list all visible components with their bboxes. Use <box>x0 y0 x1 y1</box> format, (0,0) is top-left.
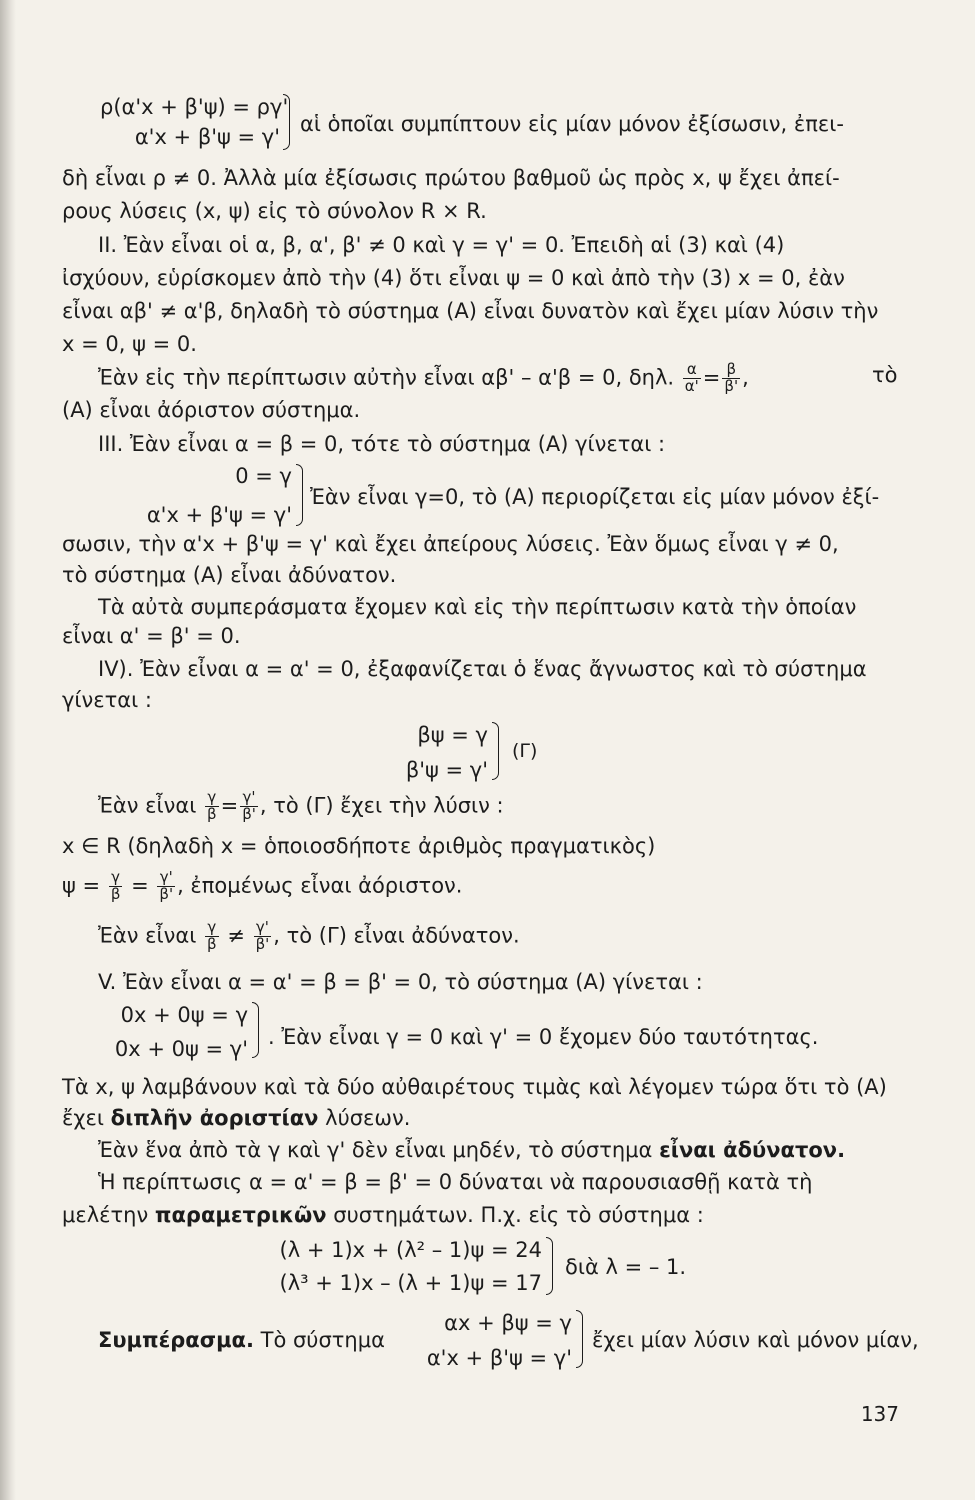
text-line: II. Ἐὰν εἶναι οἱ α, β, α', β' ≠ 0 καὶ γ = γ' = 0. Ἐπειδὴ αἱ (3) καὶ (4) <box>98 233 785 257</box>
brace <box>492 722 499 780</box>
den: β' <box>159 884 174 903</box>
text: λύσεων. <box>325 1106 411 1130</box>
fraction <box>205 790 219 823</box>
text-line: Τὰ αὐτὰ συμπεράσματα ἔχομεν καὶ εἰς τὴν περίπτωσιν κατὰ τὴν ὁποίαν <box>98 595 857 619</box>
text-line: V. Ἐὰν εἶναι α = α' = β = β' = 0, τὸ σύστημα (Α) γίνεται : <box>98 970 703 994</box>
emphasis: παραμετρικῶν <box>154 1203 327 1227</box>
num: γ <box>205 790 219 807</box>
text-line: εἶναι α' = β' = 0. <box>62 624 241 648</box>
text-line: διὰ λ = – 1. <box>565 1255 687 1279</box>
fraction <box>205 920 219 953</box>
text-line: γίνεται : <box>62 688 152 712</box>
text-line: τὸ <box>872 363 898 387</box>
eq-line: 0 = γ <box>235 464 292 488</box>
text-line: x = 0, ψ = 0. <box>62 332 197 356</box>
text: ψ = <box>62 873 101 898</box>
text-line: (Α) εἶναι ἀόριστον σύστημα. <box>62 398 361 422</box>
num: β <box>722 362 740 379</box>
text-line <box>62 1108 410 1129</box>
text-line <box>98 1330 385 1351</box>
den: α' <box>684 376 699 395</box>
eq-line: αx + βψ = γ <box>444 1311 572 1335</box>
text: Τὸ σύστημα <box>260 1328 385 1352</box>
eq-line: β'ψ = γ' <box>405 758 488 782</box>
eq-line: 0x + 0ψ = γ <box>120 1003 248 1027</box>
brace <box>296 464 303 526</box>
text: , τὸ (Γ) ἔχει τὴν λύσιν : <box>259 793 504 818</box>
fraction <box>722 362 740 395</box>
text-line <box>98 790 504 823</box>
text-line <box>98 362 749 395</box>
text: Ἐὰν ἕνα ἀπὸ τὰ γ καὶ γ' δὲν εἶναι μηδέν, τὸ σύστημα <box>98 1138 653 1162</box>
text: , τὸ (Γ) εἶναι ἀδύνατον. <box>273 923 520 948</box>
emphasis: Συμπέρασμα. <box>98 1328 254 1352</box>
num: γ' <box>240 790 258 807</box>
num: γ' <box>254 920 272 937</box>
text: ἔχει <box>62 1106 104 1130</box>
eq-line: α'x + β'ψ = γ' <box>134 125 280 149</box>
num: γ <box>205 920 219 937</box>
den: β <box>110 884 121 903</box>
text-line: ἔχει μίαν λύσιν καὶ μόνον μίαν, <box>592 1328 919 1352</box>
text-line: Ἐὰν εἶναι γ=0, τὸ (Α) περιορίζεται εἰς μίαν μόνον ἐξί- <box>310 485 880 509</box>
text-line: δὴ εἶναι ρ ≠ 0. Ἀλλὰ μία ἐξίσωσις πρώτου βαθμοῦ ὡς πρὸς x, ψ ἔχει ἀπεί- <box>62 166 840 190</box>
den: β' <box>242 804 256 823</box>
fraction <box>109 870 123 903</box>
text-line: Τὰ x, ψ λαμβάνουν καὶ τὰ δύο αὐθαιρέτους τιμὰς καὶ λέγομεν τώρα ὅτι τὸ (Α) <box>62 1075 887 1099</box>
num: α <box>683 362 701 379</box>
text-line <box>98 920 520 953</box>
eq-line: α'x + β'ψ = γ' <box>426 1346 572 1370</box>
text-line: III. Ἐὰν εἶναι α = β = 0, τότε τὸ σύστημα (Α) γίνεται : <box>98 432 666 456</box>
emphasis: διπλῆν ἀοριστίαν <box>110 1106 319 1130</box>
text: Ἐὰν εἰς τὴν περίπτωσιν αὐτὴν εἶναι αβ' – α'β = 0, δηλ. <box>98 365 675 390</box>
eq-line: 0x + 0ψ = γ' <box>114 1037 248 1061</box>
num: γ <box>109 870 123 887</box>
text-line: Ἡ περίπτωσις α = α' = β = β' = 0 δύναται νὰ παρουσιασθῇ κατὰ τὴ <box>98 1170 813 1194</box>
text-line: ρους λύσεις (x, ψ) εἰς τὸ σύνολον R × R. <box>62 199 487 223</box>
fraction <box>157 870 175 903</box>
brace <box>252 1002 259 1058</box>
den: β <box>207 804 217 823</box>
text: , ἐπομένως εἶναι ἀόριστον. <box>177 873 463 898</box>
text-line: ἰσχύουν, εὑρίσκομεν ἀπὸ τὴν (4) ὅτι εἶναι ψ = 0 καὶ ἀπὸ τὴν (3) x = 0, ἐὰν <box>62 266 845 290</box>
fraction <box>683 362 701 395</box>
eq-line: (λ + 1)x + (λ² – 1)ψ = 24 <box>279 1238 542 1262</box>
text: συστημάτων. Π.χ. εἰς τὸ σύστημα : <box>333 1203 704 1227</box>
text-line: (Γ) <box>512 740 538 762</box>
text: Ἐὰν εἶναι <box>98 793 197 818</box>
fraction <box>254 920 272 953</box>
brace <box>576 1310 583 1368</box>
text: ≠ <box>227 923 245 948</box>
eq-line: ρ(α'x + β'ψ) = ργ' <box>100 95 289 119</box>
text: = <box>702 365 721 390</box>
page-edge <box>0 0 16 1500</box>
text-line <box>62 870 462 903</box>
text-line: x ∈ R (δηλαδὴ x = ὁποιοσδήποτε ἀριθμὸς πραγματικὸς) <box>62 834 656 858</box>
emphasis: εἶναι ἀδύνατον. <box>659 1138 846 1162</box>
text-line <box>98 1140 845 1161</box>
page-number: 137 <box>860 1402 899 1426</box>
eq-line: (λ³ + 1)x – (λ + 1)ψ = 17 <box>279 1271 542 1295</box>
num: γ' <box>157 870 175 887</box>
text-line: τὸ σύστημα (Α) εἶναι ἀδύνατον. <box>62 563 397 587</box>
text: μελέτην <box>62 1203 149 1227</box>
text-line: IV). Ἐὰν εἶναι α = α' = 0, ἐξαφανίζεται ὁ ἕνας ἄγνωστος καὶ τὸ σύστημα <box>98 657 867 681</box>
text-line: σωσιν, τὴν α'x + β'ψ = γ' καὶ ἔχει ἀπείρους λύσεις. Ἐὰν ὅμως εἶναι γ ≠ 0, <box>62 532 839 556</box>
den: β <box>207 934 217 953</box>
eq-line: βψ = γ <box>417 723 488 747</box>
text-line <box>62 1205 704 1226</box>
eq-line: α'x + β'ψ = γ' <box>146 503 292 527</box>
text-line: . Ἐὰν εἶναι γ = 0 καὶ γ' = 0 ἔχομεν δύο ταυτότητας. <box>268 1025 819 1049</box>
brace <box>546 1237 553 1295</box>
text: = <box>220 793 239 818</box>
den: β' <box>255 934 270 953</box>
den: β' <box>724 376 739 395</box>
text-line: εἶναι αβ' ≠ α'β, δηλαδὴ τὸ σύστημα (Α) εἶναι δυνατὸν καὶ ἔχει μίαν λύσιν τὴν <box>62 299 879 323</box>
brace <box>283 94 290 150</box>
text: , <box>742 365 749 390</box>
text: = <box>131 873 149 898</box>
text: Ἐὰν εἶναι <box>98 923 197 948</box>
fraction <box>240 790 258 823</box>
text-line: αἱ ὁποῖαι συμπίπτουν εἰς μίαν μόνον ἐξίσωσιν, ἐπει- <box>300 112 844 136</box>
